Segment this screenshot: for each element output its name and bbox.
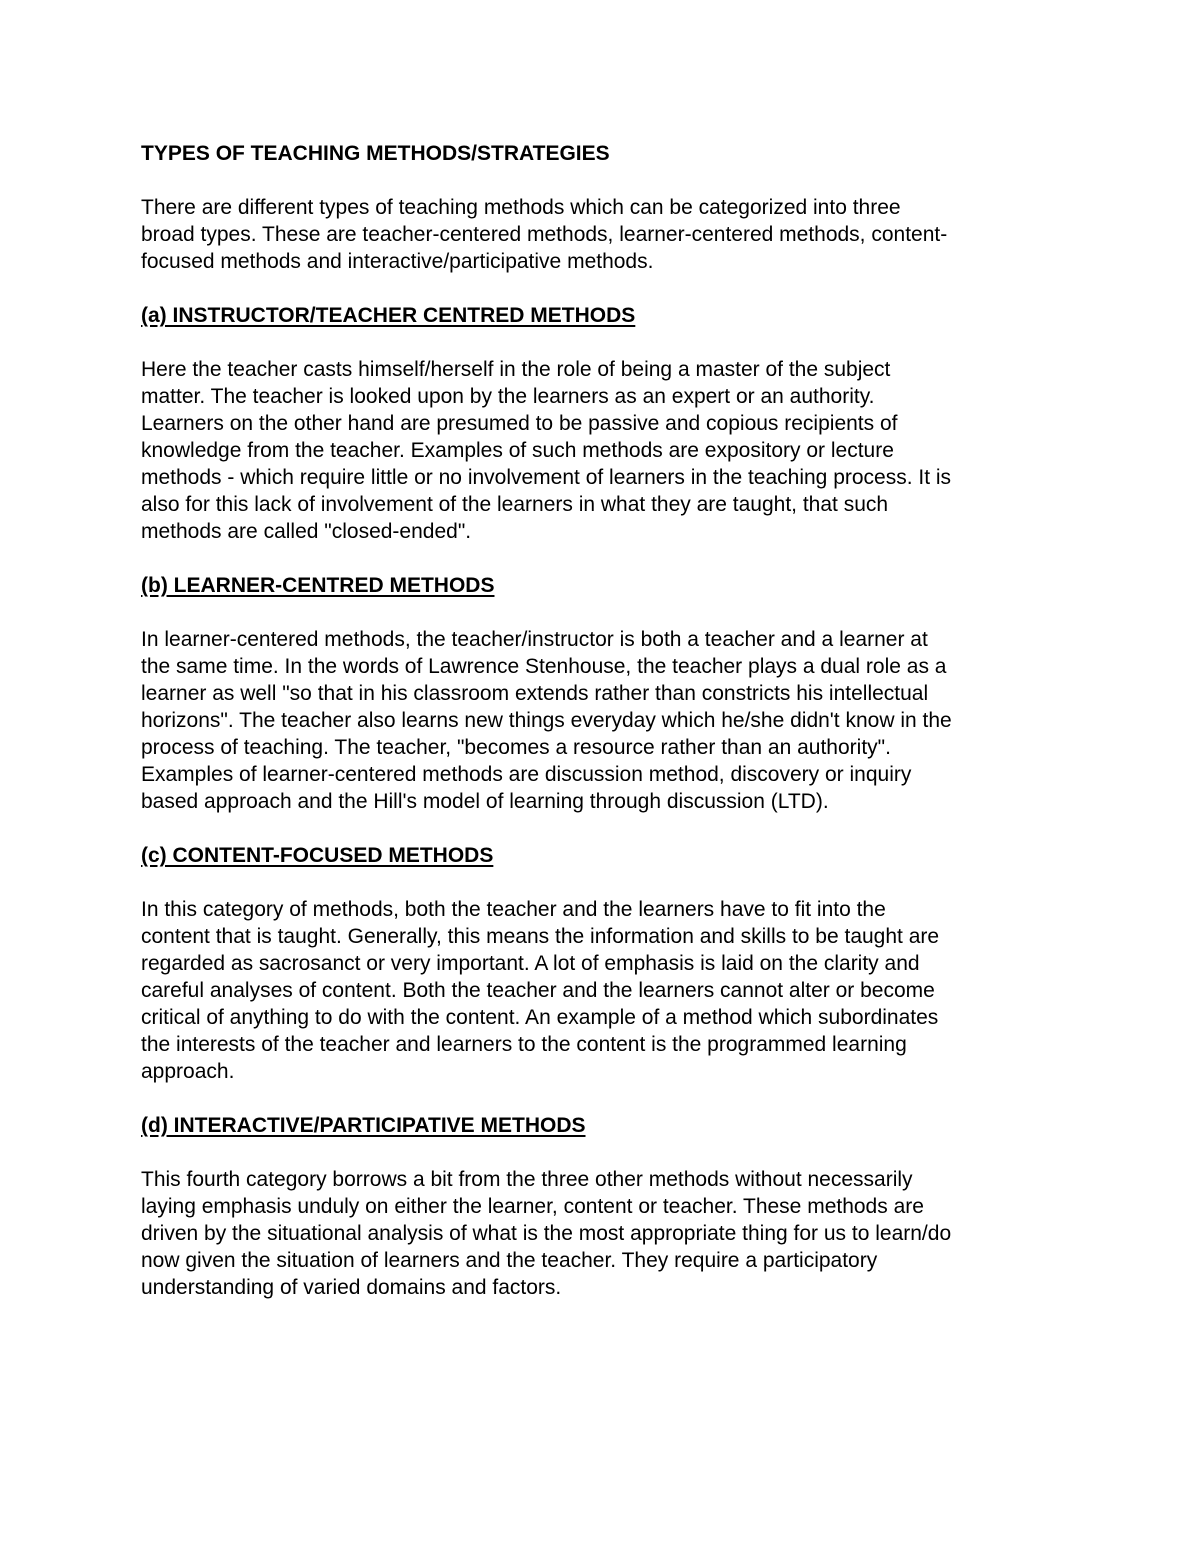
paragraph-line: methods are called "closed-ended". (141, 520, 472, 543)
paragraph-line: In this category of methods, both the teacher and the learners have to fit into the (141, 898, 886, 921)
paragraph-line: matter. The teacher is looked upon by the learners as an expert or an authority. (141, 385, 875, 408)
paragraph-line: based approach and the Hill's model of learning through discussion (LTD). (141, 790, 829, 813)
document-page (141, 140, 1061, 1328)
paragraph-line: broad types. These are teacher-centered methods, learner-centered methods, content- (141, 223, 948, 246)
paragraph-line: Learners on the other hand are presumed to be passive and copious recipients of (141, 412, 898, 435)
section-heading-learner-centred: (b) LEARNER-CENTRED METHODS (141, 574, 495, 597)
section-heading-content-focused: (c) CONTENT-FOCUSED METHODS (141, 844, 494, 867)
section-heading-teacher-centred: (a) INSTRUCTOR/TEACHER CENTRED METHODS (141, 304, 636, 327)
paragraph-line: approach. (141, 1060, 235, 1083)
paragraph-line: process of teaching. The teacher, "becomes a resource rather than an authority". (141, 736, 891, 759)
paragraph-line: careful analyses of content. Both the teacher and the learners cannot alter or become (141, 979, 935, 1002)
paragraph-line: There are different types of teaching methods which can be categorized into three (141, 196, 901, 219)
section-paragraph-learner-centred (141, 626, 1061, 815)
paragraph-line: regarded as sacrosanct or very important. A lot of emphasis is laid on the clarity and (141, 952, 920, 975)
section-paragraph-teacher-centred (141, 356, 1061, 545)
intro-paragraph (141, 194, 1061, 275)
paragraph-line: the interests of the teacher and learners to the content is the programmed learning (141, 1033, 907, 1056)
paragraph-line: Here the teacher casts himself/herself in the role of being a master of the subject (141, 358, 891, 381)
section-paragraph-content-focused (141, 896, 1061, 1085)
paragraph-line: Examples of learner-centered methods are discussion method, discovery or inquiry (141, 763, 912, 786)
paragraph-line: knowledge from the teacher. Examples of such methods are expository or lecture (141, 439, 894, 462)
paragraph-line: In learner-centered methods, the teacher/instructor is both a teacher and a learner at (141, 628, 928, 651)
paragraph-line: the same time. In the words of Lawrence Stenhouse, the teacher plays a dual role as a (141, 655, 947, 678)
paragraph-line: horizons". The teacher also learns new things everyday which he/she didn't know in the (141, 709, 952, 732)
paragraph-line: methods - which require little or no involvement of learners in the teaching process. It is (141, 466, 952, 489)
paragraph-line: laying emphasis unduly on either the learner, content or teacher. These methods are (141, 1195, 924, 1218)
paragraph-line: learner as well "so that in his classroom extends rather than constricts his intellectual (141, 682, 929, 705)
paragraph-line: now given the situation of learners and the teacher. They require a participatory (141, 1249, 878, 1272)
section-paragraph-interactive (141, 1166, 1061, 1301)
paragraph-line: critical of anything to do with the content. An example of a method which subordinates (141, 1006, 939, 1029)
section-heading-interactive: (d) INTERACTIVE/PARTICIPATIVE METHODS (141, 1114, 586, 1137)
paragraph-line: also for this lack of involvement of the learners in what they are taught, that such (141, 493, 889, 516)
document-title: TYPES OF TEACHING METHODS/STRATEGIES (141, 142, 610, 165)
paragraph-line: content that is taught. Generally, this means the information and skills to be taught are (141, 925, 940, 948)
paragraph-line: driven by the situational analysis of what is the most appropriate thing for us to learn/do (141, 1222, 952, 1245)
paragraph-line: This fourth category borrows a bit from the three other methods without necessarily (141, 1168, 913, 1191)
paragraph-line: focused methods and interactive/participative methods. (141, 250, 654, 273)
paragraph-line: understanding of varied domains and factors. (141, 1276, 562, 1299)
